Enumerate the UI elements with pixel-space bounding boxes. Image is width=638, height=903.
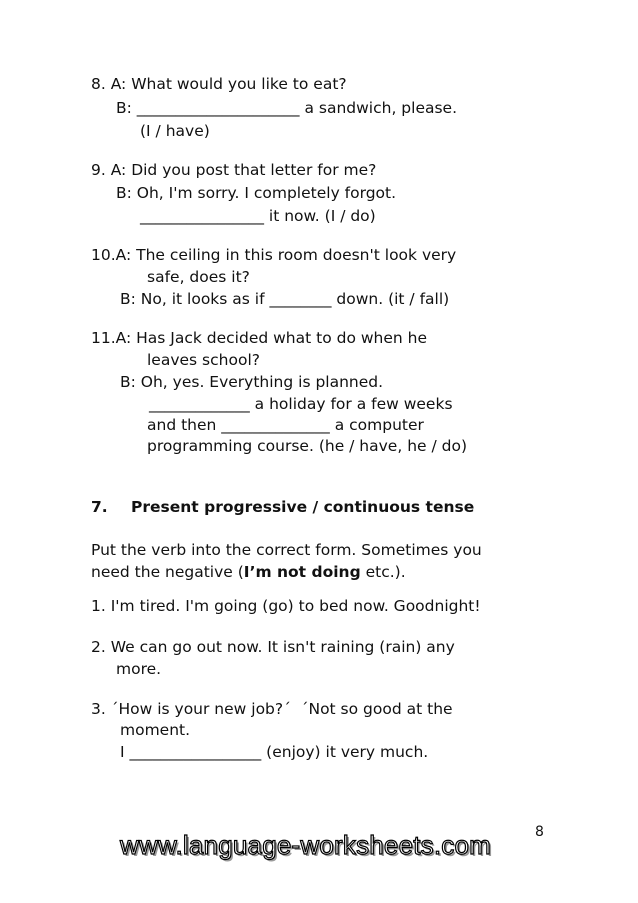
item-11-answer-line1: _____________ a holiday for a few weeks [149, 395, 453, 413]
exercise-item-3-answer-line: I _________________ (enjoy) it very much. [120, 743, 429, 761]
instruction-example: I’m not doing [243, 563, 361, 581]
item-8-hint: (I / have) [140, 122, 210, 140]
instruction-line2 [91, 562, 406, 582]
exercise-item-1: 1. I'm tired. I'm going (go) to bed now. Goodnight! [91, 597, 481, 615]
item-10-question-line1: 10.A: The ceiling in this room doesn't look very [91, 246, 457, 264]
item-11-reply: B: Oh, yes. Everything is planned. [120, 373, 384, 391]
item-8-answer-line: B: _____________________ a sandwich, please. [116, 99, 458, 117]
item-10-answer-line: B: No, it looks as if ________ down. (it / fall) [120, 290, 450, 308]
item-11-answer-line3: programming course. (he / have, he / do) [147, 437, 467, 455]
item-9-reply: B: Oh, I'm sorry. I completely forgot. [116, 184, 397, 202]
item-11-question-line1: 11.A: Has Jack decided what to do when he [91, 329, 428, 347]
exercise-item-2-line2: more. [116, 660, 162, 678]
exercise-item-3-line1: 3. ´How is your new job?´ ´Not so good at the [91, 700, 453, 718]
item-9-answer-line: ________________ it now. (I / do) [140, 207, 376, 225]
instruction-suffix: etc.). [360, 563, 406, 581]
instruction-prefix: need the negative ( [91, 563, 244, 581]
page-number: 8 [535, 824, 544, 840]
exercise-item-2-line1: 2. We can go out now. It isn't raining (rain) any [91, 638, 455, 656]
instruction-line1: Put the verb into the correct form. Sometimes you [91, 541, 482, 559]
section-number: 7. [91, 498, 108, 516]
item-11-answer-line2: and then ______________ a computer [147, 416, 424, 434]
website-footer: www.language-worksheets.com [120, 830, 492, 860]
section-title: Present progressive / continuous tense [131, 498, 475, 516]
item-9-question: 9. A: Did you post that letter for me? [91, 161, 377, 179]
exercise-item-3-line2: moment. [120, 721, 191, 739]
item-8-question: 8. A: What would you like to eat? [91, 75, 347, 93]
item-10-question-line2: safe, does it? [147, 268, 250, 286]
item-11-question-line2: leaves school? [147, 351, 260, 369]
